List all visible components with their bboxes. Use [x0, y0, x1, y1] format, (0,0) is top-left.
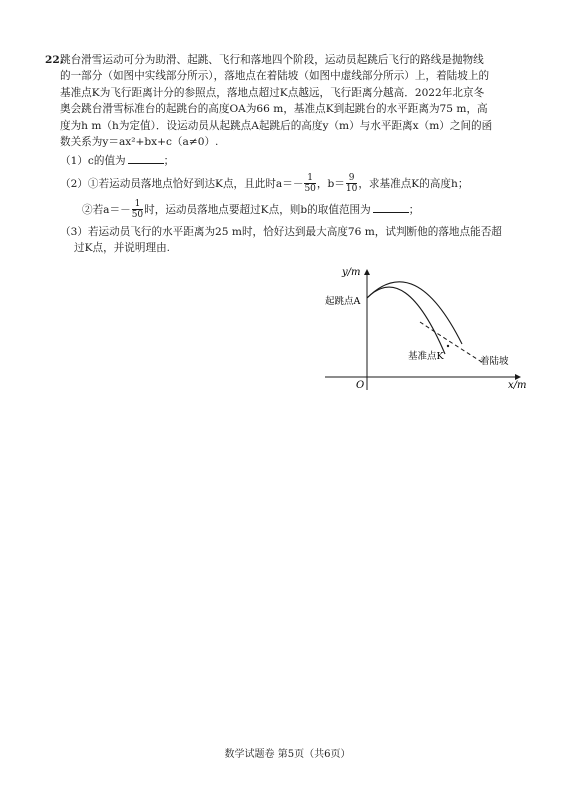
slope-label: 着陆坡 — [480, 356, 509, 367]
y-axis-label: y/m — [342, 267, 361, 278]
intro-line-1: 跳台滑雪运动可分为助滑、起跳、飞行和落地四个阶段，运动员起跳后飞行的路线是抛物线 — [60, 54, 484, 66]
trajectory-outer — [367, 282, 462, 344]
part-2-1 — [60, 172, 536, 196]
point-k-dot — [447, 345, 449, 347]
page-footer: 数学试题卷 第5页（共6页） — [224, 749, 351, 760]
x-axis-label: x/m — [508, 380, 527, 391]
answer-blank — [128, 152, 164, 164]
question-22 — [45, 52, 536, 257]
fraction-denominator: 50 — [131, 210, 144, 221]
fraction-denominator: 10 — [345, 184, 358, 195]
answer-blank — [373, 201, 409, 213]
fraction — [132, 199, 143, 220]
part-1-end: ； — [163, 155, 175, 168]
fraction-numerator: 1 — [304, 173, 315, 184]
fraction — [304, 173, 315, 194]
fraction — [346, 173, 357, 194]
fraction-denominator: 50 — [304, 184, 316, 195]
intro-line-4: 奥会跳台滑雪标准台的起跳台的高度OA为66 m，基准点K到起跳台的水平距离为75 m，高 — [60, 103, 488, 116]
part-2-2-text-a: ②若a＝－ — [82, 203, 131, 216]
trajectory-inner — [367, 287, 445, 354]
origin-label: O — [356, 380, 365, 391]
part-2-1-text-a: （2）①若运动员落地点恰好到达K点，且此时a＝－ — [60, 177, 304, 190]
intro-line-5: 度为h m（h为定值）．设运动员从起跳点A起跳后的高度y（m）与水平距离x（m）之间的函 — [60, 119, 493, 132]
part-2-1-text-b: ，b＝ — [316, 177, 345, 190]
point-a-label: 起跳点A — [325, 296, 361, 307]
part-2-2 — [60, 198, 536, 222]
part-2-2-text-b: 时，运动员落地点要超过K点，则b的取值范围为 — [144, 203, 371, 216]
fraction-numerator: 1 — [132, 199, 143, 210]
fraction-numerator: 9 — [346, 173, 357, 184]
trajectory-figure — [320, 262, 530, 397]
part-1 — [60, 152, 536, 169]
intro-line-6: 数关系为y＝ax²+bx+c（a≠0）. — [60, 136, 219, 149]
intro-line-2: 的一部分（如图中实线部分所示），落地点在着陆坡（如图中虚线部分所示）上，着陆坡上的 — [60, 70, 490, 83]
part-1-text: （1）c的值为 — [60, 155, 126, 168]
part-3-line-1: （3）若运动员飞行的水平距离为25 m时，恰好达到最大高度76 m，试判断他的落地点能否超 — [60, 225, 502, 238]
part-2-1-text-c: ，求基准点K的高度h； — [358, 177, 469, 190]
part-2-2-end: ； — [408, 203, 420, 216]
question-number: 22. — [45, 54, 64, 66]
point-k-label: 基准点K — [408, 351, 444, 362]
part-3-line-2: 过K点，并说明理由. — [74, 242, 171, 255]
intro-line-3: 基准点K为飞行距离计分的参照点，落地点超过K点越远，飞行距离分越高．2022年北京冬 — [60, 86, 485, 99]
